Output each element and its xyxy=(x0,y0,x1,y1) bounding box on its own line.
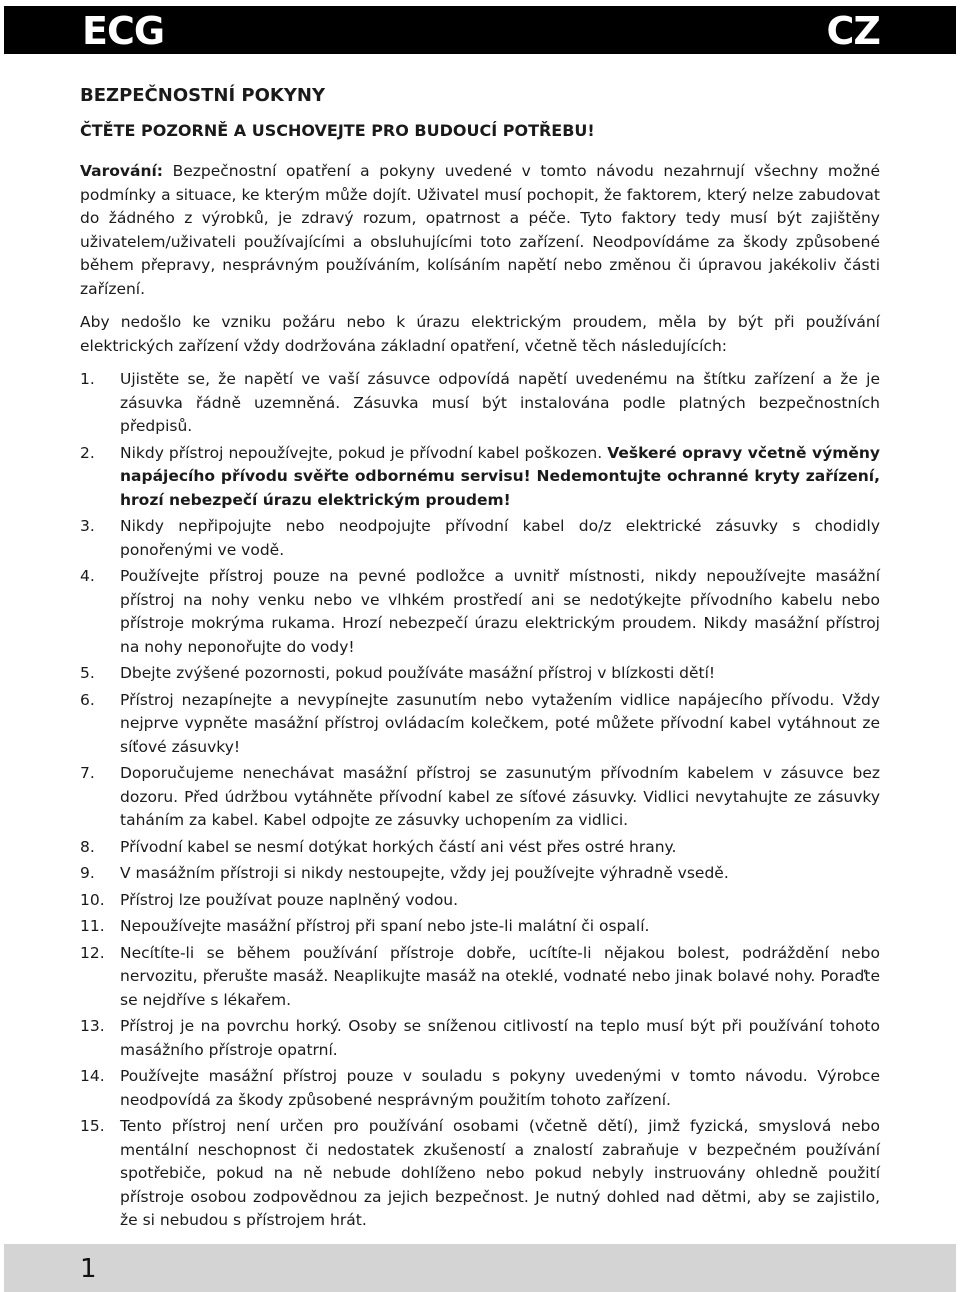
safety-list xyxy=(80,368,880,1233)
item-number: 10. xyxy=(80,890,105,909)
list-item xyxy=(80,1015,880,1062)
item-text: Používejte masážní přístroj pouze v souladu s pokyny uvedenými v tomto návodu. Výrobce neodpovídá za škody způsobené nesprávným použitím tohoto zařízení. xyxy=(120,1067,880,1109)
item-text: Tento přístroj není určen pro používání osobami (včetně dětí), jimž fyzická, smyslová nebo mentální neschopnost či nedostatek zkušeností a znalostí zabraňuje v bezpečném používání spotřebiče, pokud na ně nebude dohlíženo nebo pokud nebyly instruovány ohledně použití přístroje osobou zodpovědnou za jejich bezpečnost. Je nutný dohled nad dětmi, aby se zajistilo, že si nebudou s přístrojem hrát. xyxy=(120,1117,880,1229)
item-number: 2. xyxy=(80,443,95,462)
section-title: BEZPEČNOSTNÍ POKYNY xyxy=(80,85,325,106)
section-subtitle: ČTĚTE POZORNĚ A USCHOVEJTE PRO BUDOUCÍ POTŘEBU! xyxy=(80,121,595,140)
item-text: Přístroj lze používat pouze naplněný vodou. xyxy=(120,890,459,909)
item-number: 4. xyxy=(80,567,95,585)
item-number: 15. xyxy=(80,1117,105,1135)
item-bold-text: Veškeré opravy včetně výměny napájecího přívodu svěřte odbornému servisu! Nedemontujte ochranné kryty zařízení, hrozí nebezpečí úrazu elektrickým proudem! xyxy=(120,443,880,509)
item-text: Nepoužívejte masážní přístroj při spaní nebo jste-li malátní či ospalí. xyxy=(120,917,650,935)
list-item xyxy=(80,442,880,513)
item-number: 13. xyxy=(80,1017,105,1035)
intro-paragraph: Aby nedošlo ke vzniku požáru nebo k úrazu elektrickým proudem, měla by být při používání elektrických zařízení vždy dodržována základní opatření, včetně těch následujících: xyxy=(80,313,880,355)
item-text: Dbejte zvýšené pozornosti, pokud používáte masážní přístroj v blízkosti dětí! xyxy=(120,664,716,682)
list-item xyxy=(80,862,880,886)
footer-bar xyxy=(4,1244,956,1292)
warning-label: Varování: xyxy=(80,162,164,180)
list-item xyxy=(80,689,880,760)
list-item xyxy=(80,1065,880,1112)
brand-logo: ECG xyxy=(82,9,165,53)
item-text: Nikdy nepřipojujte nebo neodpojujte přívodní kabel do/z elektrické zásuvky s chodidly ponořenými ve vodě. xyxy=(120,517,880,559)
item-number: 6. xyxy=(80,690,95,709)
warning-paragraph xyxy=(80,160,880,301)
item-text: Přístroj nezapínejte a nevypínejte zasunutím nebo vytažením vidlice napájecího přívodu. Vždy nejprve vypněte masážní přístroj ovládacím kolečkem, poté můžete přívodní kabel vytáhnout ze síťové zásuvky! xyxy=(120,690,880,756)
item-number: 5. xyxy=(80,664,95,682)
item-text: Používejte přístroj pouze na pevné podložce a uvnitř místnosti, nikdy nepoužívejte masážní přístroj na nohy venku nebo ve vlhkém prostředí ani se nedotýkejte přívodního kabelu nebo přístroje mokrýma rukama. Hrozí nebezpečí úrazu elektrickým proudem. Nikdy masážní přístroj na nohy neponořujte do vody! xyxy=(120,567,880,656)
item-text: Ujistěte se, že napětí ve vaší zásuvce odpovídá napětí uvedenému na štítku zařízení a že je zásuvka řádně uzemněná. Zásuvka musí být instalována podle platných bezpečnostních předpisů. xyxy=(120,370,880,435)
list-item xyxy=(80,515,880,562)
list-item xyxy=(80,565,880,659)
item-number: 1. xyxy=(80,370,95,388)
list-item xyxy=(80,942,880,1013)
item-number: 11. xyxy=(80,917,105,935)
list-item xyxy=(80,762,880,833)
language-code: CZ xyxy=(826,9,880,53)
list-item xyxy=(80,915,880,939)
item-number: 9. xyxy=(80,864,95,882)
item-number: 14. xyxy=(80,1067,105,1085)
header-bar xyxy=(4,6,956,54)
item-number: 8. xyxy=(80,837,95,856)
item-text: Necítíte-li se během používání přístroje dobře, ucítíte-li nějakou bolest, podráždění nebo nervozitu, přerušte masáž. Neaplikujte masáž na oteklé, vodnaté nebo jinak bolavé nohy. Poraďte se nejdříve s lékařem. xyxy=(120,943,880,1009)
warning-text: Bezpečnostní opatření a pokyny uvedené v tomto návodu nezahrnují všechny možné podmínky a situace, ke kterým může dojít. Uživatel musí pochopit, že faktorem, který nelze zabudovat do žádného z výrobků, je zdravý rozum, opatrnost a péče. Tyto faktory tedy musí být zajištěny uživatelem/uživateli používajícími a obsluhujícími toto zařízení. Neodpovídáme za škody způsobené během přepravy, nesprávným používáním, kolísáním napětí nebo změnou či úpravou jakékoliv části zařízení. xyxy=(80,162,880,298)
item-text: Přístroj je na povrchu horký. Osoby se sníženou citlivostí na teplo musí být při používání tohoto masážního přístroje opatrní. xyxy=(120,1017,880,1059)
item-number: 7. xyxy=(80,764,95,782)
item-text: Doporučujeme nenechávat masážní přístroj se zasunutým přívodním kabelem v zásuvce bez dozoru. Před údržbou vytáhněte přívodní kabel ze síťové zásuvky. Vidlici nevytahujte ze zásuvky taháním za kabel. Kabel odpojte ze zásuvky uchopením za vidlici. xyxy=(120,764,880,829)
document-body xyxy=(80,84,880,1236)
list-item xyxy=(80,368,880,439)
list-item xyxy=(80,1115,880,1233)
page-number: 1 xyxy=(80,1254,97,1284)
list-item xyxy=(80,836,880,860)
list-item xyxy=(80,889,880,913)
item-number: 12. xyxy=(80,943,105,962)
item-text: V masážním přístroji si nikdy nestoupejte, vždy jej používejte výhradně vsedě. xyxy=(120,864,729,882)
item-number: 3. xyxy=(80,517,95,535)
item-text: Nikdy přístroj nepoužívejte, pokud je přívodní kabel poškozen. xyxy=(120,443,608,462)
item-text: Přívodní kabel se nesmí dotýkat horkých částí ani vést přes ostré hrany. xyxy=(120,837,677,856)
list-item xyxy=(80,662,880,686)
